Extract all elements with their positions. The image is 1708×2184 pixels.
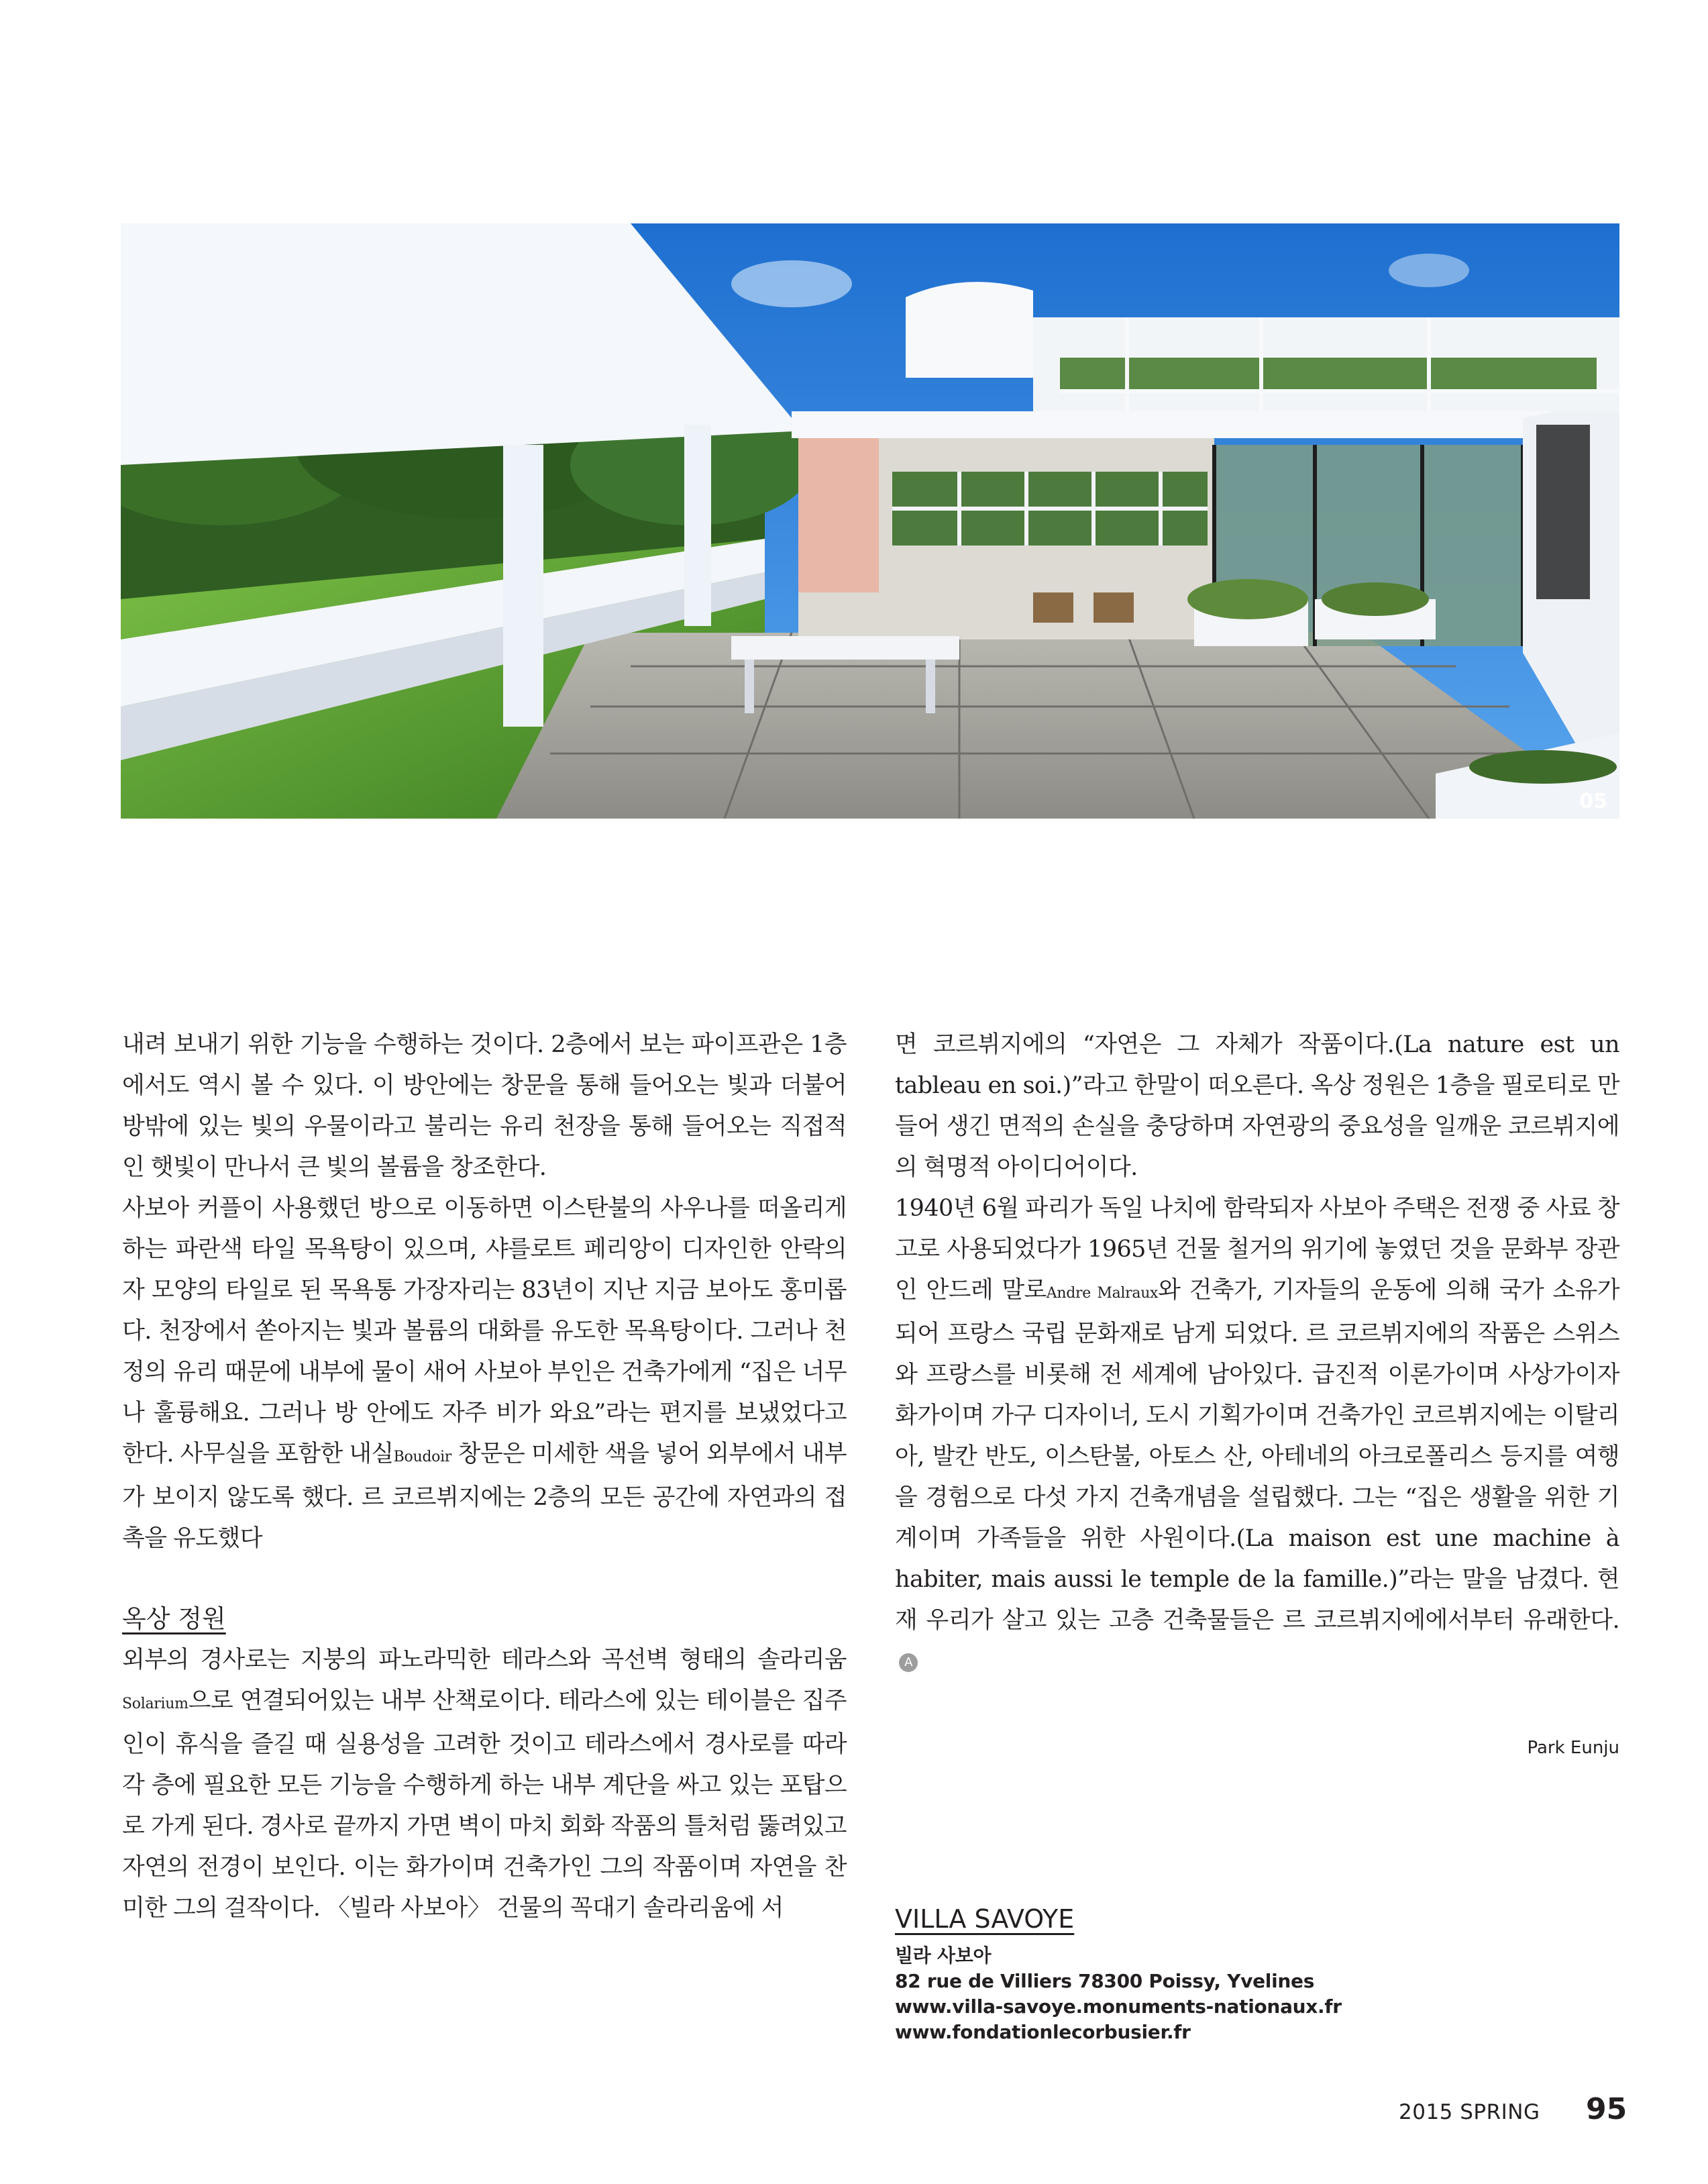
right-paragraph-2: 1940년 6월 파리가 독일 나치에 함락되자 사보아 주택은 전쟁 중 사료 창고로 사용되었다가 1965년 건물 철거의 위기에 놓였던 것을 문화부 장관인 안드레 말로Andre Malraux와 건축가, 기자들의 운동에 의해 국가 소유가 되어 프랑스 국립 문화재로 남게 되었다. 르 코르뷔지에의 작품은 스위스와 프랑스를 비롯해 전 세계에 남아있다. 급진적 이론가이며 사상가이자 화가이며 가구 디자이너, 도시 기획가이며 건축가인 코르뷔지에는 이탈리아, 발칸 반도, 이스탄불, 아토스 산, 아테네의 아크로폴리스 등지를 여행을 경험으로 다섯 가지 건축개념을 설립했다. 그는 “집은 생활을 위한 기계이며 가족들을 위한 사원이다.(La maison est une machine à habiter, mais aussi le temple de la famille.)”라는 말을 남겼다. 현재 우리가 살고 있는 고층 건축물들은 르 코르뷔지에에서부터 유래한다.A (895, 1188, 1619, 1682)
villa-savoye-photo (121, 223, 1619, 819)
left-paragraph-3: 외부의 경사로는 지붕의 파노라믹한 테라스와 곡선벽 형태의 솔라리움Solarium으로 연결되어있는 내부 산책로이다. 테라스에 있는 테이블은 집주인이 휴식을 즐길 때 실용성을 고려한 것이고 테라스에서 경사로를 따라 각 층에 필요한 모든 기능을 수행하게 하는 내부 계단을 싸고 있는 포탑으로 가게 된다. 경사로 끝까지 가면 벽이 마치 회화 작품의 틀처럼 뚫려있고 자연의 전경이 보인다. 이는 화가이며 건축가인 그의 작품이며 자연을 찬미한 그의 걸작이다. 〈빌라 사보아〉 건물의 꼭대기 솔라리움에 서 (122, 1647, 847, 1922)
right-paragraph-1: 면 코르뷔지에의 “자연은 그 자체가 작품이다.(La nature est un tableau en soi.)”라고 한말이 떠오른다. 옥상 정원은 1층을 필로티로 만들어 생긴 면적의 손실을 충당하며 자연광의 중요성을 일깨운 코르뷔지에의 혁명적 아이디어이다. (895, 1031, 1619, 1181)
left-paragraph-2: 사보아 커플이 사용했던 방으로 이동하면 이스탄불의 사우나를 떠올리게 하는 파란색 타일 목욕탕이 있으며, 샤를로트 페리앙이 디자인한 안락의자 모양의 타일로 된 목욕통 가장자리는 83년이 지난 지금 보아도 홍미롭다. 천장에서 쏟아지는 빛과 볼륨의 대화를 유도한 목욕탕이다. 그러나 천정의 유리 때문에 내부에 물이 새어 사보아 부인은 건축가에게 “집은 너무나 훌륭해요. 그러나 방 안에도 자주 비가 와요”라는 편지를 보냈었다고 한다. 사무실을 포함한 내실Boudoir 창문은 미세한 색을 넣어 외부에서 내부가 보이지 않도록 했다. 르 코르뷔지에는 2층의 모든 공간에 자연과의 접촉을 유도했다 (122, 1195, 847, 1552)
venue-info (895, 1904, 1342, 2045)
boudoir-gloss: Boudoir (393, 1449, 452, 1465)
issue-label: 2015 SPRING (1399, 2100, 1540, 2124)
section-heading-rooftop-garden: 옥상 정원 (122, 1604, 226, 1633)
left-paragraph-1: 내려 보내기 위한 기능을 수행하는 것이다. 2층에서 보는 파이프관은 1층에서도 역시 볼 수 있다. 이 방안에는 창문을 통해 들어오는 빛과 더불어 방밖에 있는 빛의 우물이라고 불리는 유리 천장을 통해 들어오는 직접적인 햇빛이 만나서 큰 빛의 볼륨을 창조한다. (122, 1031, 847, 1181)
malraux-gloss: Andre Malraux (1046, 1285, 1159, 1302)
photo-number: 05 (1579, 790, 1607, 813)
article-end-icon: A (899, 1653, 918, 1672)
solarium-gloss: Solarium (122, 1696, 189, 1712)
foundation-website-link[interactable]: www.fondationlecorbusier.fr (895, 2021, 1191, 2043)
venue-website-link[interactable]: www.villa-savoye.monuments-nationaux.fr (895, 1995, 1342, 2018)
venue-title: VILLA SAVOYE (895, 1904, 1075, 1934)
page-number: 95 (1586, 2092, 1627, 2126)
venue-korean-name: 빌라 사보아 (895, 1944, 992, 1967)
venue-address: 82 rue de Villiers 78300 Poissy, Yvelines (895, 1970, 1315, 1992)
left-column (122, 1025, 847, 1929)
author-byline: Park Eunju (1527, 1738, 1619, 1758)
photo-illustration (121, 223, 1619, 819)
right-column (895, 1025, 1619, 1682)
